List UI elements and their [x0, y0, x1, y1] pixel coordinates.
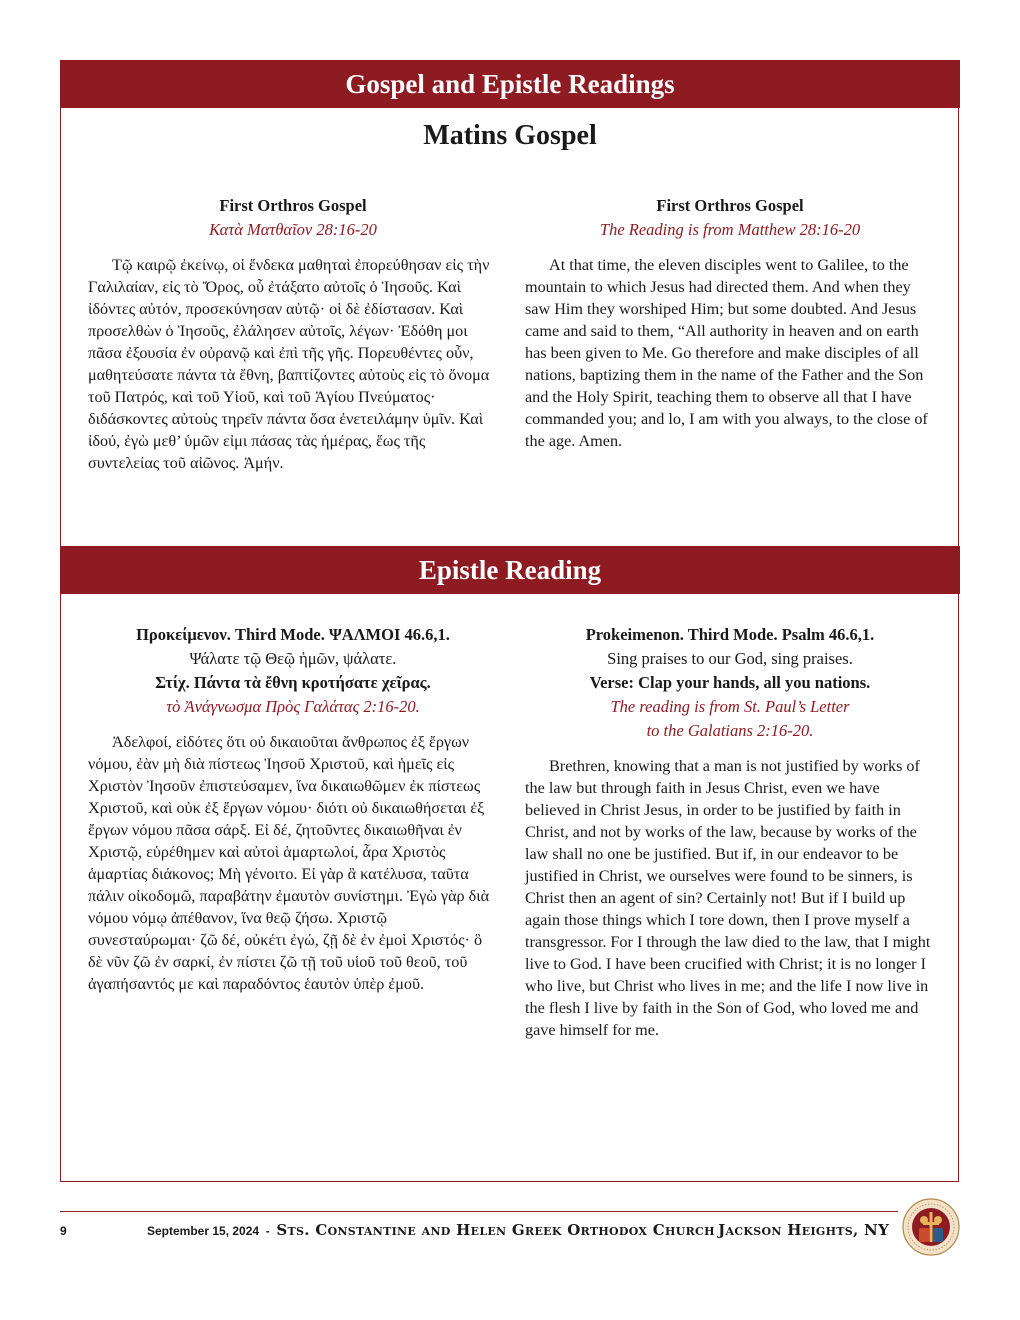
english-gospel-text: At that time, the eleven disciples went to Galilee, to the mountain to which Jesus had directed them. And when they saw Him they worshiped Him; but some doubted. And Jesus came and said to them, “All authority in heaven and on earth has been given to Me. Go therefore and make disciples of all nations, baptizing them in the name of the Father and the Son and the Holy Spirit, teaching them to observe all that I have commanded you; and lo, I am with you always, to the close of the age. Amen. — [525, 256, 928, 450]
greek-prokeimenon: Προκείμενον. Third Mode. ΨΑΛΜΟΙ 46.6,1. — [136, 625, 450, 644]
greek-gospel-text: Τῷ καιρῷ ἐκείνῳ, οἱ ἕνδεκα μαθηταὶ ἐπορεύθησαν εἰς τὴν Γαλιλαίαν, εἰς τὸ Ὄρος, οὗ ἐτάξατο αὐτοῖς ὁ Ἰησοῦς. Καὶ ἰδόντες αὐτόν, προσεκύνησαν αὐτῷ· οἱ δὲ ἐδίστασαν. Καὶ προσελθὼν ὁ Ἰησοῦς, ἐλάλησεν αὐτοῖς, λέγων· Ἐδόθη μοι πᾶσα ἐξουσία ἐν οὐρανῷ καὶ ἐπὶ τῆς γῆς. Πορευθέντες οὖν, μαθητεύσατε πάντα τὰ ἔθνη, βαπτίζοντες αὐτοὺς εἰς τὸ ὄνομα τοῦ Πατρός, καὶ τοῦ Υἱοῦ, καὶ τοῦ Ἁγίου Πνεύματος· διδάσκοντες αὐτοὺς τηρεῖν πάντα ὅσα ἐνετειλάμην ὑμῖν. Καὶ ἰδού, ἐγὼ μεθ’ ὑμῶν εἰμι πάσας τὰς ἡμέρας, ἕως τῆς συντελείας τοῦ αἰῶνος. Ἀμήν. — [88, 256, 490, 472]
footer-separator: - — [265, 1224, 270, 1238]
matins-gospel-title: Matins Gospel — [423, 120, 597, 151]
church-seal-icon — [902, 1198, 960, 1256]
greek-verse: Στίχ. Πάντα τὰ ἔθνη κροτήσατε χεῖρας. — [155, 673, 431, 692]
greek-gospel-column — [88, 194, 498, 474]
footer-text — [147, 1221, 889, 1239]
english-verse: Verse: Clap your hands, all you nations. — [589, 673, 871, 692]
gospel-banner-title: Gospel and Epistle Readings — [345, 68, 675, 99]
english-gospel-heading: First Orthros Gospel — [656, 196, 804, 215]
english-gospel-column — [525, 194, 935, 452]
greek-epistle-column — [88, 623, 498, 995]
english-epistle-reference-line2: to the Galatians 2:16-20. — [646, 721, 814, 740]
page-number: 9 — [60, 1224, 67, 1238]
english-prokeimenon: Prokeimenon. Third Mode. Psalm 46.6,1. — [585, 625, 875, 644]
epistle-banner — [60, 546, 960, 594]
footer-date: September 15, 2024 — [147, 1224, 260, 1238]
english-gospel-reference: The Reading is from Matthew 28:16-20 — [599, 220, 861, 239]
footer-location: Jackson Heights, NY — [718, 1221, 890, 1239]
english-psalm-line: Sing praises to our God, sing praises. — [607, 649, 853, 668]
epistle-banner-title: Epistle Reading — [418, 554, 602, 585]
footer-divider — [60, 1211, 898, 1212]
greek-gospel-reference: Κατὰ Ματθαῖον 28:16-20 — [209, 220, 377, 239]
english-epistle-column — [525, 623, 935, 1041]
footer-church-name: Sts. Constantine and Helen Greek Orthodox Church — [276, 1221, 715, 1239]
greek-epistle-text: Ἀδελφοί, εἰδότες ὅτι οὐ δικαιοῦται ἄνθρωπος ἐξ ἔργων νόμου, ἐὰν μὴ διὰ πίστεως Ἰησοῦ Χριστοῦ, καὶ ἡμεῖς εἰς Χριστὸν Ἰησοῦν ἐπιστεύσαμεν, ἵνα δικαιωθῶμεν ἐκ πίστεως Χριστοῦ, καὶ οὐκ ἐξ ἔργων νόμου· διότι οὐ δικαιωθήσεται ἐξ ἔργων νόμου πᾶσα σάρξ. Εἰ δέ, ζητοῦντες δικαιωθῆναι ἐν Χριστῷ, εὑρέθημεν καὶ αὐτοὶ ἁμαρτωλοί, ἆρα Χριστὸς ἁμαρτίας διάκονος; Μὴ γένοιτο. Εἰ γὰρ ἃ κατέλυσα, ταῦτα πάλιν οἰκοδομῶ, παραβάτην ἐμαυτὸν συνίστημι. Ἐγὼ γὰρ διὰ νόμου νόμῳ ἀπέθανον, ἵνα θεῷ ζήσω. Χριστῷ συνεσταύρωμαι· ζῶ δέ, οὐκέτι ἐγώ, ζῇ δὲ ἐν ἐμοὶ Χριστός· ὃ δὲ νῦν ζῶ ἐν σαρκί, ἐν πίστει ζῶ τῇ τοῦ υἱοῦ τοῦ θεοῦ, τοῦ ἀγαπήσαντός με καὶ παραδόντος ἑαυτὸν ὑπὲρ ἐμοῦ. — [88, 733, 490, 993]
gospel-banner — [60, 60, 960, 108]
greek-psalm-line: Ψάλατε τῷ Θεῷ ἡμῶν, ψάλατε. — [189, 649, 397, 668]
english-epistle-reference-line1: The reading is from St. Paul’s Letter — [610, 697, 850, 716]
greek-gospel-heading: First Orthros Gospel — [219, 196, 367, 215]
greek-epistle-reference: τὸ Ἀνάγνωσμα Πρὸς Γαλάτας 2:16-20. — [166, 697, 420, 716]
english-epistle-text: Brethren, knowing that a man is not justified by works of the law but through faith in Jesus Christ, even we have believed in Christ Jesus, in order to be justified by faith in Christ, and not by works of the law, because by works of the law shall no one be justified. But if, in our endeavor to be justified in Christ, we ourselves were found to be sinners, is Christ then an agent of sin? Certainly not! But if I build up again those things which I tore down, then I prove myself a transgressor. For I through the law died to the law, that I might live to God. I have been crucified with Christ; it is no longer I who live, but Christ who lives in me; and the life I now live in the flesh I live by faith in the Son of God, who loved me and gave himself for me. — [525, 757, 931, 1039]
